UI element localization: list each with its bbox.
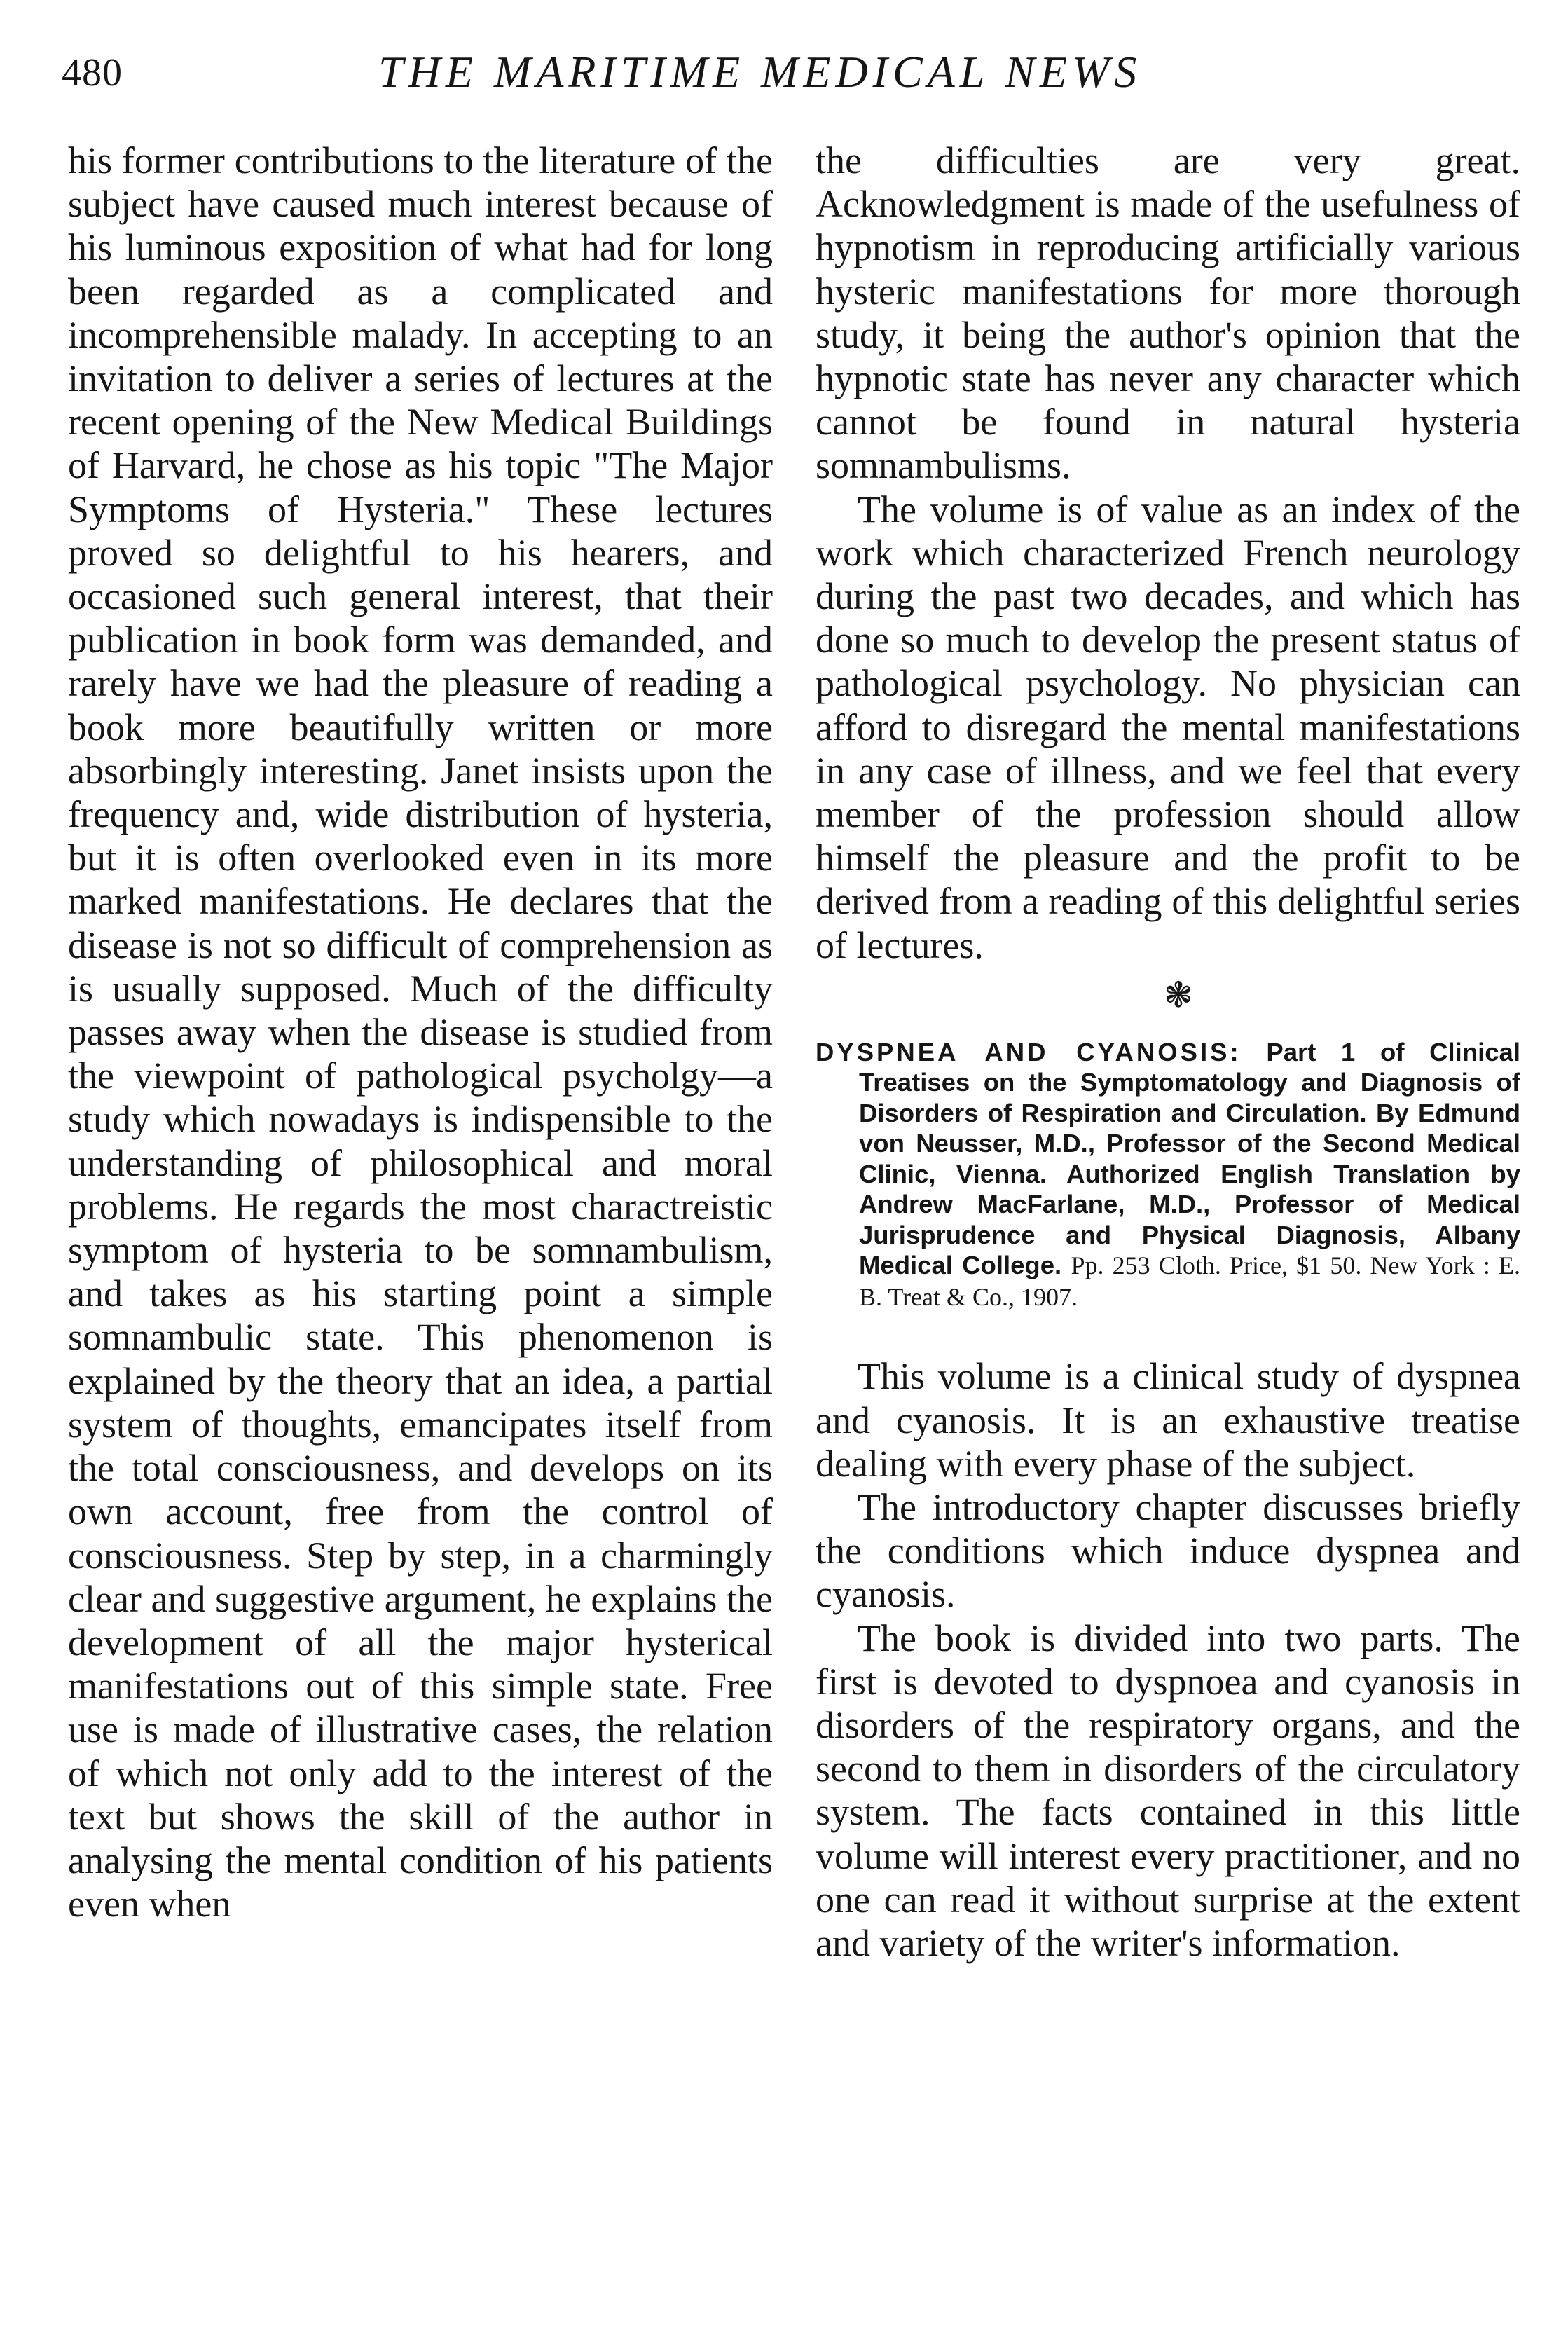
article-paragraph: The volume is of value as an index of the work which characterized French neurology during the past two decades, and which has done so much to develop the present status of pathological psychology. No physician can afford to disregard the mental manifestations in any case of illness, and we feel that every member of the profession should allow himself the pleasure and the profit to be derived from a reading of this delightful series of lectures. [816, 488, 1520, 966]
review-paragraph: The introductory chapter discusses briefly the conditions which induce dyspnea and cyanosis. [816, 1485, 1520, 1616]
review-paragraph: This volume is a clinical study of dyspnea and cyanosis. It is an exhaustive treatise dealing with every phase of the subject. [816, 1355, 1520, 1485]
book-review-title: DYSPNEA AND CYANOSIS: [816, 1037, 1242, 1066]
right-column [816, 139, 1520, 2311]
review-paragraph: The book is divided into two parts. The first is devoted to dyspnoea and cyanosis in disorders of the respiratory organs, and the second to them in disorders of the circulatory system. The facts contained in this little volume will interest every practitioner, and no one can read it without surprise at the extent and variety of the writer's information. [816, 1616, 1520, 1964]
book-review-header [816, 1037, 1520, 1313]
left-column [68, 139, 773, 2311]
page-header [0, 0, 1568, 140]
book-review-details: Part 1 of Clinical Treatises on the Symptomatology and Diagnosis of Disorders of Respiration and Circulation. By Edmund von Neusser, M.D., Professor of the Second Medical Clinic, Vienna. Authorized English Translation by Andrew MacFarlane, M.D., Professor of Medical Jurisprudence and Physical Diagnosis, Albany Medical College. [859, 1037, 1520, 1280]
book-review-publication: Pp. 253 Cloth. Price, $1 50. New York : E. B. Treat & Co., 1907. [859, 1251, 1520, 1311]
article-paragraph: the difficulties are very great. Acknowledgment is made of the usefulness of hypnotism in reproducing artificially various hysteric manifestations for more thorough study, it being the author's opinion that the hypnotic state has never any character which cannot be found in natural hysteria somnambulisms. [816, 139, 1520, 487]
journal-title: THE MARITIME MEDICAL NEWS [378, 47, 1142, 97]
section-ornament-icon: ❃ [1164, 975, 1193, 1015]
article-continuation-paragraph: his former contributions to the literature of the subject have caused much interest because of his luminous exposition of what had for long been regarded as a complicated and incomprehensible malady. In accepting to an invitation to deliver a series of lectures at the recent opening of the New Medical Buildings of Harvard, he chose as his topic "The Major Symptoms of Hysteria." These lectures proved so delightful to his hearers, and occasioned such general interest, that their publication in book form was demanded, and rarely have we had the pleasure of reading a book more beautifully written or more absorbingly interesting. Janet insists upon the frequency and, wide distribution of hysteria, but it is often overlooked even in its more marked manifestations. He declares that the disease is not so difficult of comprehension as is usually supposed. Much of the difficulty passes away when the disease is studied from the viewpoint of pathological psycholgy—a study which nowadays is indispensible to the understanding of philosophical and moral problems. He regards the most charactreistic symptom of hysteria to be somnambulism, and takes as his starting point a simple somnambulic state. This phenomenon is explained by the theory that an idea, a partial system of thoughts, emancipates itself from the total consciousness, and develops on its own account, free from the control of consciousness. Step by step, in a charmingly clear and suggestive argument, he explains the development of all the major hysterical manifestations out of this simple state. Free use is made of illustrative cases, the relation of which not only add to the interest of the text but shows the skill of the author in analysing the mental condition of his patients even when [68, 139, 773, 1925]
page-number: 480 [62, 51, 123, 95]
